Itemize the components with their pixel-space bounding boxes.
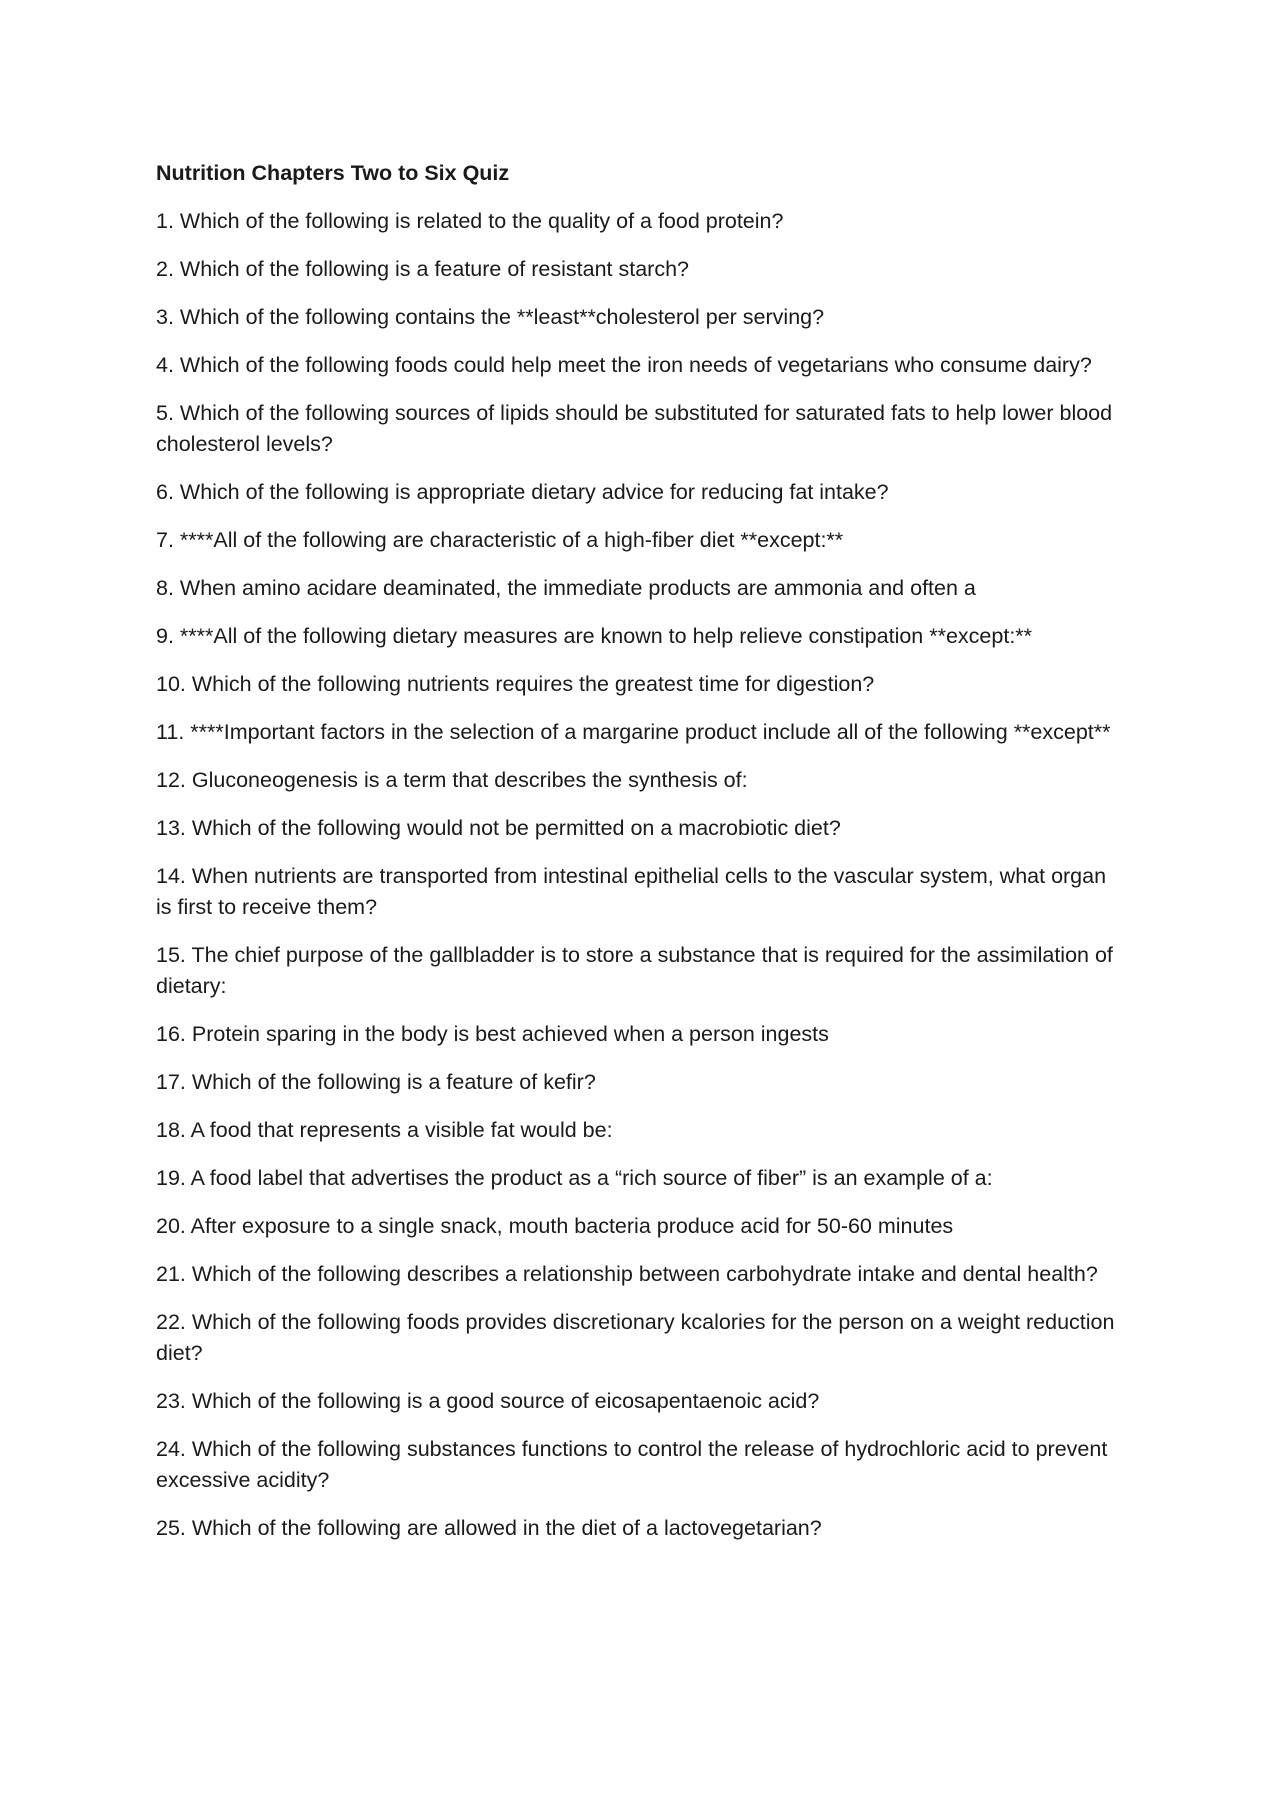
question-item: 25. Which of the following are allowed in the diet of a lactovegetarian?	[156, 1516, 822, 1540]
question-item: 15. The chief purpose of the gallbladder is to store a substance that is required for the assimilation of dietary:	[156, 943, 1113, 998]
question-item: 19. A food label that advertises the product as a “rich source of fiber” is an example of a:	[156, 1166, 993, 1190]
question-item: 14. When nutrients are transported from intestinal epithelial cells to the vascular system, what organ is first to receive them?	[156, 864, 1107, 919]
question-item: 4. Which of the following foods could help meet the iron needs of vegetarians who consume dairy?	[156, 353, 1092, 377]
question-item: 10. Which of the following nutrients requires the greatest time for digestion?	[156, 672, 875, 696]
question-item: 9. ****All of the following dietary measures are known to help relieve constipation **except:**	[156, 624, 1033, 648]
question-item: 8. When amino acidare deaminated, the immediate products are ammonia and often a	[156, 576, 976, 600]
question-item: 1. Which of the following is related to the quality of a food protein?	[156, 209, 784, 233]
question-item: 6. Which of the following is appropriate dietary advice for reducing fat intake?	[156, 480, 889, 504]
question-item: 3. Which of the following contains the **least**cholesterol per serving?	[156, 305, 825, 329]
question-item: 17. Which of the following is a feature of kefir?	[156, 1070, 596, 1094]
document-body	[156, 158, 1126, 1561]
question-item: 21. Which of the following describes a relationship between carbohydrate intake and dental health?	[156, 1262, 1098, 1286]
question-item: 13. Which of the following would not be permitted on a macrobiotic diet?	[156, 816, 841, 840]
question-item: 2. Which of the following is a feature of resistant starch?	[156, 257, 689, 281]
question-item: 16. Protein sparing in the body is best achieved when a person ingests	[156, 1022, 829, 1046]
question-item: 12. Gluconeogenesis is a term that describes the synthesis of:	[156, 768, 748, 792]
question-item: 7. ****All of the following are characteristic of a high-fiber diet **except:**	[156, 528, 844, 552]
question-item: 24. Which of the following substances functions to control the release of hydrochloric acid to prevent excessive acidity?	[156, 1437, 1108, 1492]
question-item: 5. Which of the following sources of lipids should be substituted for saturated fats to help lower blood cholesterol levels?	[156, 401, 1113, 456]
question-item: 11. ****Important factors in the selection of a margarine product include all of the following **except**	[156, 720, 1111, 744]
question-item: 22. Which of the following foods provides discretionary kcalories for the person on a weight reduction diet?	[156, 1310, 1115, 1365]
question-item: 20. After exposure to a single snack, mouth bacteria produce acid for 50-60 minutes	[156, 1214, 954, 1238]
question-item: 23. Which of the following is a good source of eicosapentaenoic acid?	[156, 1389, 820, 1413]
question-item: 18. A food that represents a visible fat would be:	[156, 1118, 613, 1142]
document-title: Nutrition Chapters Two to Six Quiz	[156, 161, 510, 185]
